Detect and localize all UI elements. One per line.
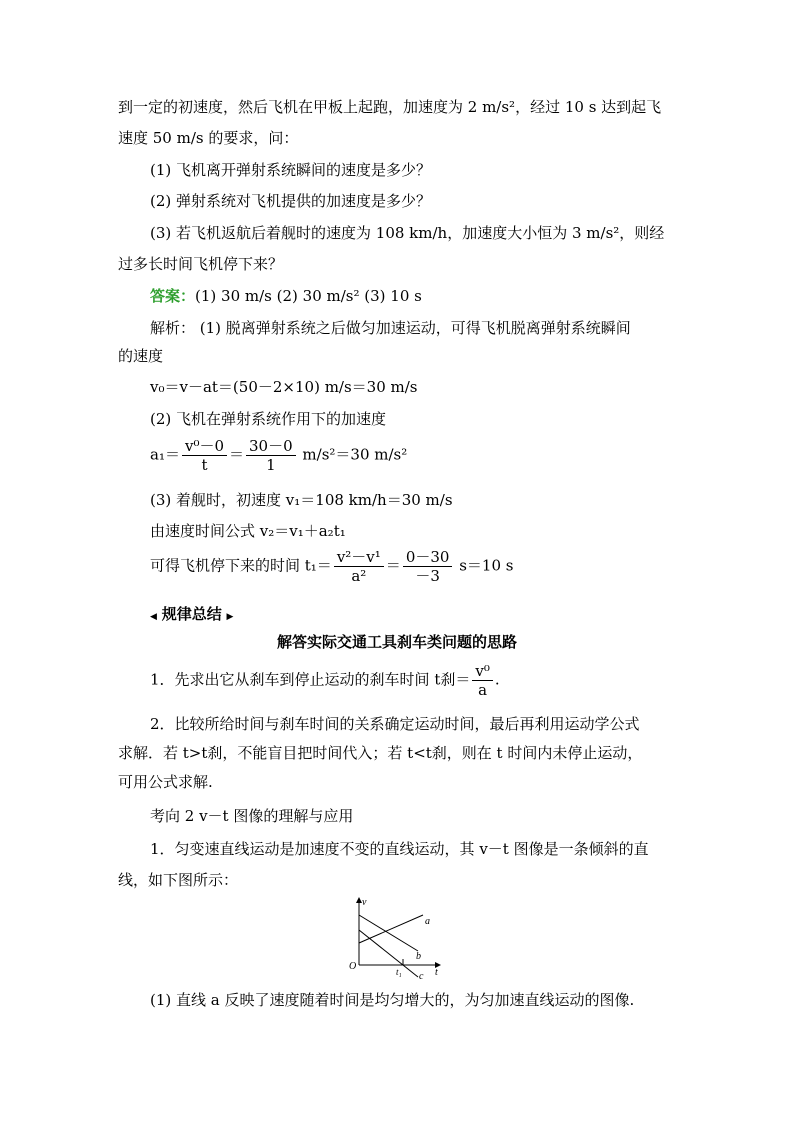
origin-label: O xyxy=(349,961,357,972)
triangle-right-icon: ▶ xyxy=(226,612,234,622)
line-b-label: b xyxy=(416,951,421,962)
topic-label: 考向 2 v－t 图像的理解与应用 xyxy=(150,807,354,825)
t-axis-label: t xyxy=(435,967,438,978)
fraction-4 xyxy=(403,548,453,585)
equation-v0: v₀＝v－at＝(50－2×10) m/s＝30 m/s xyxy=(150,378,418,396)
equation-t1 xyxy=(150,548,513,585)
equation-a1 xyxy=(150,437,407,474)
fraction-2-denominator: 1 xyxy=(266,456,276,474)
equation-a1-rhs: m/s²＝30 m/s² xyxy=(297,445,408,464)
summary-point-1-text: 1．先求出它从刹车到停止运动的刹车时间 t刹＝ xyxy=(150,670,471,689)
fraction-1-denominator: t xyxy=(201,456,208,474)
v-axis-label: v xyxy=(362,897,367,908)
vt-graph-figure xyxy=(338,893,458,983)
analysis-line-1: 解析： (1) 脱离弹射系统之后做匀加速运动，可得飞机脱离弹射系统瞬间 xyxy=(150,319,631,337)
fraction-3 xyxy=(334,548,384,585)
summary-point-2-line-2: 求解．若 t>t刹，不能盲目把时间代入；若 t<t刹，则在 t 时间内未停止运动， xyxy=(118,744,643,762)
fraction-5 xyxy=(472,662,493,699)
fraction-3-denominator: a² xyxy=(351,567,367,585)
fraction-1 xyxy=(182,437,227,474)
line-c xyxy=(359,930,418,977)
analysis-step-3: (3) 着舰时，初速度 v₁＝108 km/h＝30 m/s xyxy=(150,491,453,509)
topic-paragraph-line-2: 线，如下图所示： xyxy=(118,871,239,889)
line-c-label: c xyxy=(419,971,424,982)
equals-sign: ＝ xyxy=(385,556,401,575)
equation-t1-lhs: 可得飞机停下来的时间 t₁＝ xyxy=(150,556,332,575)
answer-text: (1) 30 m/s (2) 30 m/s² (3) 10 s xyxy=(195,287,422,305)
fraction-4-numerator: 0－30 xyxy=(403,548,453,567)
analysis-step-4: 由速度时间公式 v₂＝v₁＋a₂t₁ xyxy=(150,522,346,540)
answer-line xyxy=(150,286,422,306)
fraction-5-numerator: v⁰ xyxy=(472,662,493,681)
analysis-step-2: (2) 飞机在弹射系统作用下的加速度 xyxy=(150,410,387,428)
topic-point-1: (1) 直线 a 反映了速度随着时间是均匀增大的，为匀加速直线运动的图像. xyxy=(150,991,635,1009)
problem-line-1: 到一定的初速度，然后飞机在甲板上起跑，加速度为 2 m/s²，经过 10 s 达到起飞 xyxy=(118,98,662,116)
t1-label: t₁ xyxy=(396,967,402,977)
fraction-3-numerator: v²－v¹ xyxy=(334,548,384,567)
line-b xyxy=(359,915,418,951)
fraction-1-numerator: v⁰－0 xyxy=(182,437,227,456)
line-a xyxy=(359,915,423,943)
summary-heading-text: 规律总结 xyxy=(161,605,222,623)
fraction-2 xyxy=(246,437,296,474)
summary-point-2-line-3: 可用公式求解. xyxy=(118,773,213,791)
fraction-4-denominator: －3 xyxy=(415,567,440,585)
summary-point-1 xyxy=(150,662,500,699)
summary-title: 解答实际交通工具刹车类问题的思路 xyxy=(276,633,517,651)
question-3-line-1: (3) 若飞机返航后着舰时的速度为 108 km/h，加速度大小恒为 3 m/s²，则经 xyxy=(150,224,665,242)
answer-label: 答案： xyxy=(150,287,196,305)
summary-point-1-end: . xyxy=(494,670,500,689)
topic-paragraph-line-1: 1．匀变速直线运动是加速度不变的直线运动，其 v－t 图像是一条倾斜的直 xyxy=(150,840,649,858)
line-a-label: a xyxy=(425,916,430,927)
question-1: (1) 飞机离开弹射系统瞬间的速度是多少？ xyxy=(150,161,432,179)
equation-a1-lhs: a₁＝ xyxy=(150,445,180,464)
question-2: (2) 弹射系统对飞机提供的加速度是多少？ xyxy=(150,192,432,210)
summary-heading xyxy=(150,604,233,627)
analysis-line-2: 的速度 xyxy=(118,347,164,365)
equals-sign: ＝ xyxy=(229,445,245,464)
fraction-5-denominator: a xyxy=(478,681,488,699)
triangle-left-icon: ◀ xyxy=(150,612,157,622)
question-3-line-2: 过多长时间飞机停下来？ xyxy=(118,255,284,273)
fraction-2-numerator: 30－0 xyxy=(246,437,296,456)
equation-t1-rhs: s＝10 s xyxy=(454,556,514,575)
problem-line-2: 速度 50 m/s 的要求，问： xyxy=(118,129,299,147)
summary-point-2-line-1: 2．比较所给时间与刹车时间的关系确定运动时间，最后再利用运动学公式 xyxy=(150,715,640,733)
